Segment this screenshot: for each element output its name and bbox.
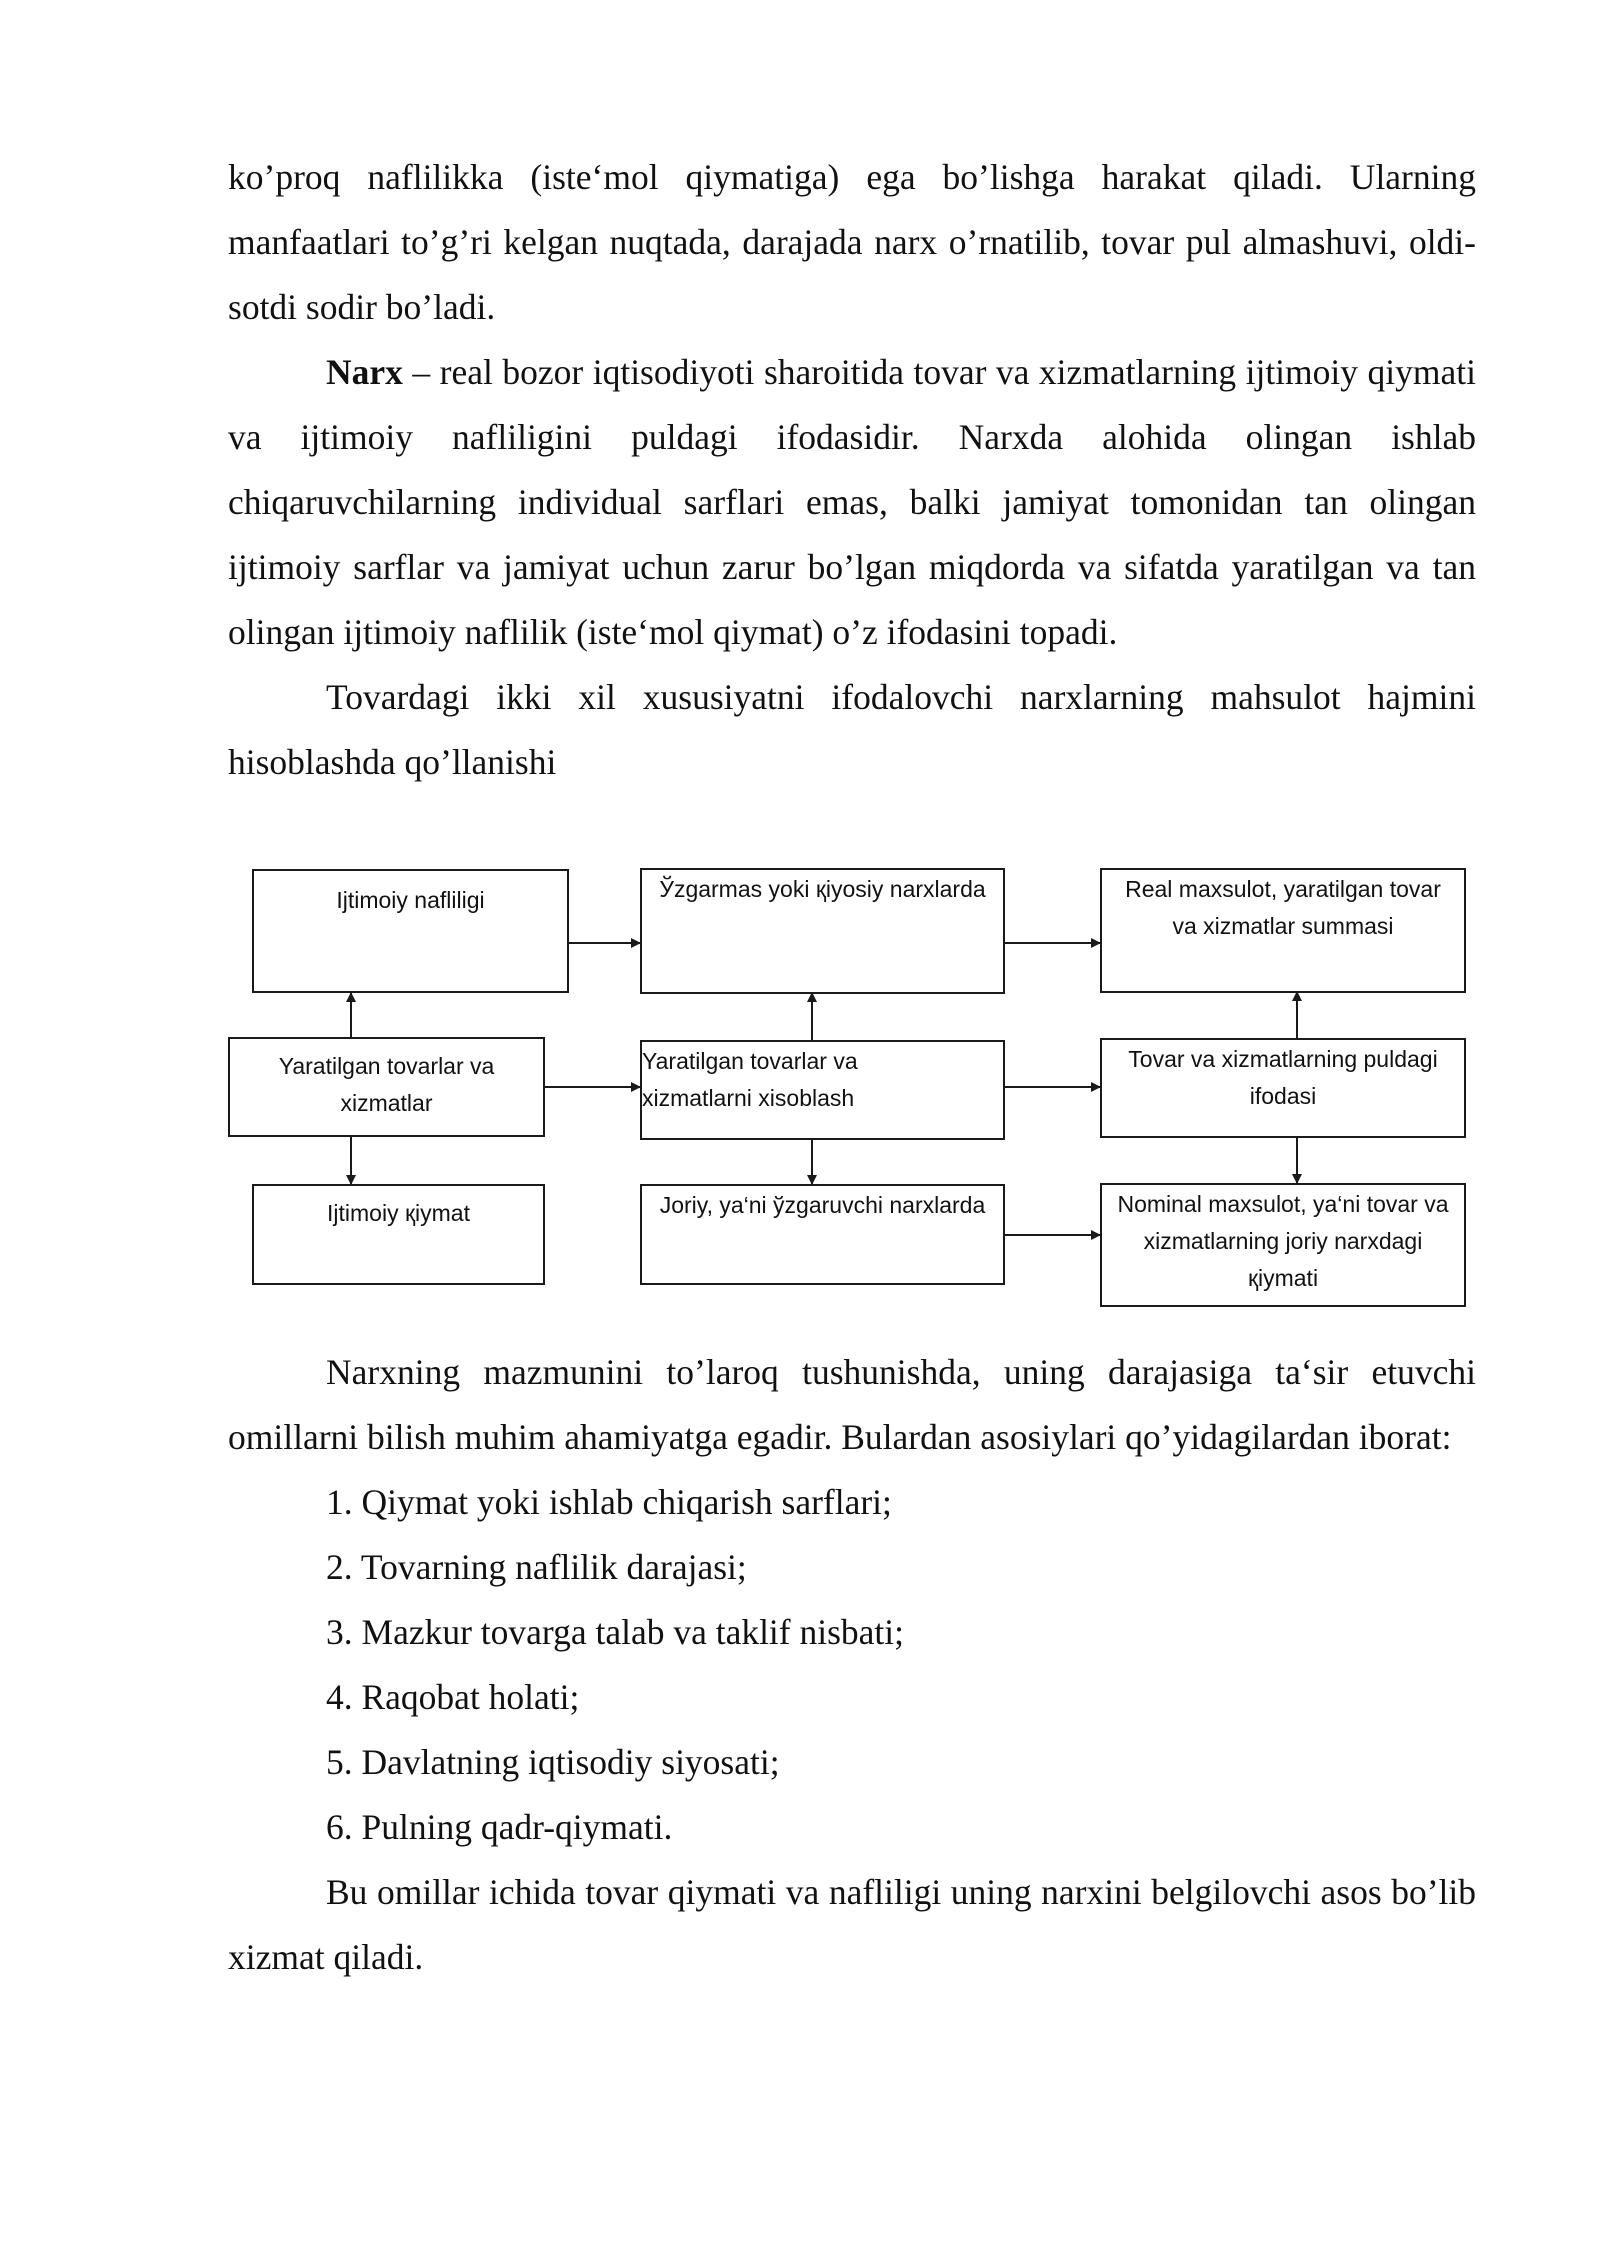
list-item: 4. Raqobat holati; bbox=[326, 1677, 580, 1717]
list-item: 6. Pulning qadr-qiymati. bbox=[326, 1807, 673, 1847]
box-real-product-line1: Real maxsulot, yaratilgan tovar bbox=[1125, 876, 1441, 902]
box-real-product-line2: va xizmatlar summasi bbox=[1172, 913, 1394, 939]
paragraph-3: Tovardagi ikki xil xususiyatni ifodalovchi narxlarning mahsulot hajmini hisoblashda qo’llanishi bbox=[228, 677, 1476, 782]
box-constant-prices bbox=[640, 868, 1005, 994]
paragraph-5: Bu omillar ichida tovar qiymati va nafliligi uning narxini belgilovchi asos bo’lib xizmat qiladi. bbox=[228, 1872, 1476, 1977]
paragraph-4: Narxning mazmunini to’laroq tushunishda, uning darajasiga ta‘sir etuvchi omillarni bilish muhim ahamiyatga egadir. Bulardan asosiylari qo’yidagilardan iborat: bbox=[228, 1352, 1476, 1457]
box-calculation-line1: Yaratilgan tovarlar va bbox=[642, 1048, 858, 1074]
box-calculation bbox=[640, 1040, 1005, 1140]
box-monetary-expression bbox=[1100, 1038, 1466, 1138]
box-monetary-line2: ifodasi bbox=[1249, 1083, 1317, 1109]
box-created-goods-line1: Yaratilgan tovarlar va bbox=[278, 1053, 495, 1079]
box-nominal-line3: қiymati bbox=[1247, 1265, 1319, 1291]
box-current-prices bbox=[640, 1184, 1005, 1285]
box-created-goods-line2: xizmatlar bbox=[340, 1090, 433, 1116]
box-nominal-line1: Nominal maxsulot, ya‘ni tovar va bbox=[1117, 1191, 1449, 1217]
box-monetary-line1: Tovar va xizmatlarning puldagi bbox=[1128, 1046, 1438, 1072]
box-current-prices-label: Joriy, ya‘ni ўzgaruvchi narxlarda bbox=[659, 1192, 986, 1218]
box-social-utility-label: Ijtimoiy nafliligi bbox=[336, 887, 485, 913]
box-social-value-label: Ijtimoiy қiymat bbox=[327, 1200, 470, 1226]
bottom-text-block bbox=[228, 1340, 1476, 1990]
list-item: 5. Davlatning iqtisodiy siyosati; bbox=[326, 1742, 780, 1782]
box-created-goods bbox=[228, 1037, 545, 1137]
box-social-value bbox=[252, 1184, 545, 1285]
box-real-product bbox=[1100, 868, 1466, 993]
box-nominal-product bbox=[1100, 1183, 1466, 1307]
box-constant-prices-label: Ўzgarmas yoki қiyosiy narxlarda bbox=[659, 876, 986, 902]
list-item: 1. Qiymat yoki ishlab chiqarish sarflari; bbox=[326, 1482, 892, 1522]
box-nominal-line2: xizmatlarning joriy narxdagi bbox=[1143, 1228, 1423, 1254]
paragraph-1: ko’proq naflilikka (iste‘mol qiymatiga) ega bo’lishga harakat qiladi. Ularning manfaatlari to’g’ri kelgan nuqtada, darajada narx o’rnatilib, tovar pul almashuvi, oldi-sotdi sodir bo’ladi. bbox=[228, 157, 1476, 327]
list-item: 3. Mazkur tovarga talab va taklif nisbati; bbox=[326, 1612, 905, 1652]
list-item: 2. Tovarning naflilik darajasi; bbox=[326, 1547, 747, 1587]
box-calculation-line2: xizmatlarni xisoblash bbox=[642, 1085, 855, 1111]
paragraph-2-text: – real bozor iqtisodiyoti sharoitida tovar va xizmatlarning ijtimoiy qiymati va ijtimoiy nafliligini puldagi ifodasidir. Narxda alohida olingan ishlab chiqaruvchilarning individual sarflari emas, balki jamiyat tomonidan tan olingan ijtimoiy sarflar va jamiyat uchun zarur bo’lgan miqdorda va sifatda yaratilgan va tan olingan ijtimoiy naflilik (iste‘mol qiymat) o’z ifodasini topadi. bbox=[228, 352, 1476, 652]
term-narx: Narx bbox=[326, 352, 403, 392]
box-social-utility bbox=[252, 869, 569, 993]
